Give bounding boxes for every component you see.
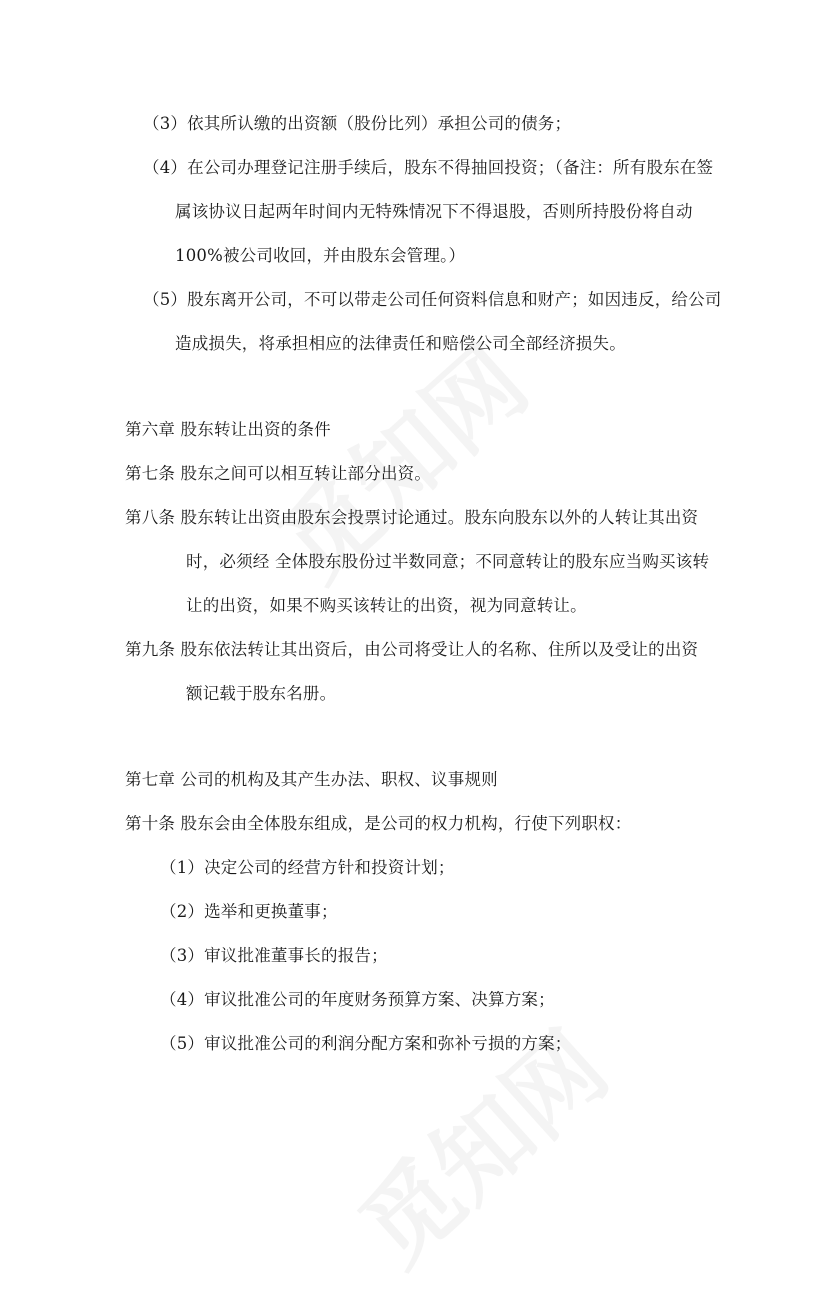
list-item: （1）决定公司的经营方针和投资计划； xyxy=(160,858,455,877)
paragraph-line: （5）股东离开公司，不可以带走公司任何资料信息和财产；如因违反，给公司 xyxy=(143,290,722,309)
chapter-title: 第七章 公司的机构及其产生办法、职权、议事规则 xyxy=(125,770,498,789)
article-line: 第十条 股东会由全体股东组成，是公司的权力机构，行使下列职权： xyxy=(125,814,632,833)
paragraph-line: 造成损失，将承担相应的法律责任和赔偿公司全部经济损失。 xyxy=(175,334,626,353)
article-line: 让的出资，如果不购买该转让的出资，视为同意转让。 xyxy=(186,596,587,615)
list-item: （2）选举和更换董事； xyxy=(160,902,338,921)
article-line: 时，必须经 全体股东股份过半数同意；不同意转让的股东应当购买该转 xyxy=(186,552,710,571)
list-item: （4）审议批准公司的年度财务预算方案、决算方案； xyxy=(160,990,555,1009)
paragraph-line: （4）在公司办理登记注册手续后，股东不得抽回投资；（备注：所有股东在签 xyxy=(143,158,714,177)
list-item: （5）审议批准公司的利润分配方案和弥补亏损的方案； xyxy=(160,1034,572,1053)
article-line: 第八条 股东转让出资由股东会投票讨论通过。股东向股东以外的人转让其出资 xyxy=(125,508,699,527)
list-item: （3）审议批准董事长的报告； xyxy=(160,946,388,965)
article-line: 第九条 股东依法转让其出资后，由公司将受让人的名称、住所以及受让的出资 xyxy=(125,640,699,659)
article-line: 第七条 股东之间可以相互转让部分出资。 xyxy=(125,464,432,483)
chapter-title: 第六章 股东转让出资的条件 xyxy=(125,420,331,439)
article-line: 额记载于股东名册。 xyxy=(186,684,337,703)
paragraph-line: 100%被公司收回，并由股东会管理。） xyxy=(175,246,466,265)
paragraph-line: （3）依其所认缴的出资额（股份比列）承担公司的债务； xyxy=(143,114,572,133)
paragraph-line: 属该协议日起两年时间内无特殊情况下不得退股，否则所持股份将自动 xyxy=(175,202,693,221)
